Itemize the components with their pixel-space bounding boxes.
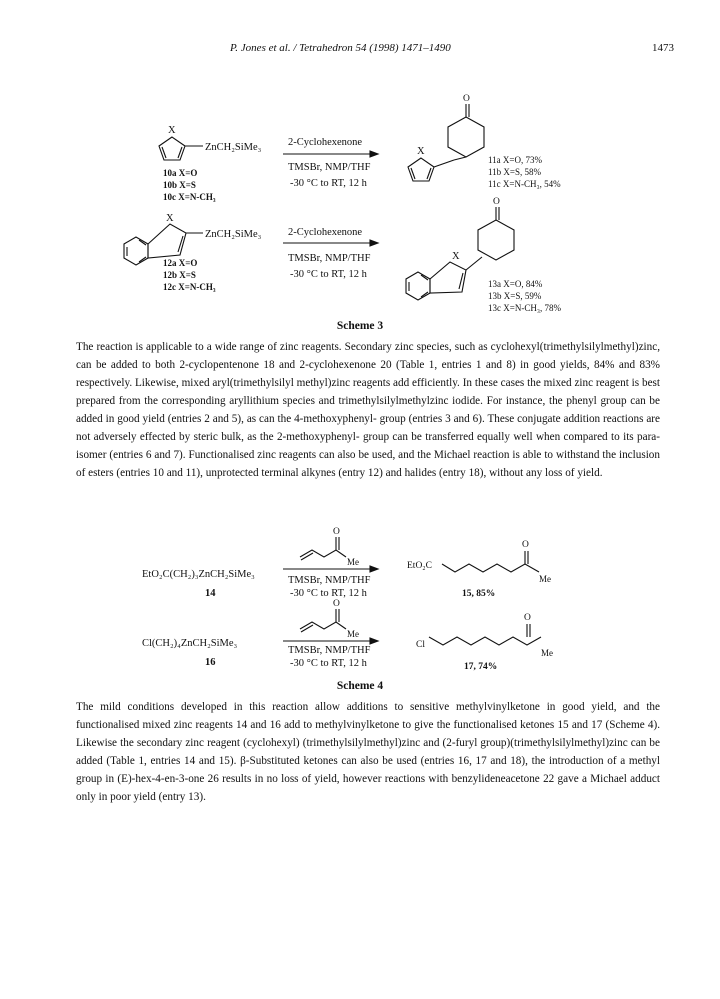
scheme-3-caption: Scheme 3 [336, 320, 384, 332]
product-label: 11a X=O, 73% [488, 155, 542, 165]
page-number: 1473 [652, 42, 674, 54]
scheme-4-caption: Scheme 4 [336, 680, 384, 692]
product-label: 13a X=O, 84% [488, 279, 543, 289]
ring-atom-label: X [168, 125, 176, 136]
prod-ring-2 [430, 262, 466, 293]
oxygen-label: O [522, 540, 529, 550]
conditions-label: -30 °C to RT, 12 h [290, 269, 367, 280]
product-label: 17, 74% [464, 662, 498, 672]
reagent-label: EtO₂C(CH₂)₃ZnCH₂SiMe₃ [142, 569, 255, 580]
ring-atom-label: X [166, 213, 174, 224]
methyl-label: Me [347, 629, 359, 639]
oxygen-label: O [333, 527, 340, 537]
sm-ring-2 [148, 224, 186, 258]
scheme-3 [0, 0, 720, 340]
compound-label: 14 [205, 588, 216, 599]
scheme-4 [0, 510, 720, 700]
product-label: 11c X=N-CH₃, 54% [488, 179, 561, 189]
ring-atom-label: X [452, 251, 460, 262]
conditions-label: -30 °C to RT, 12 h [290, 658, 367, 669]
compound-label: 12c X=N-CH₃ [163, 282, 216, 292]
product-chain-15 [442, 564, 539, 572]
product-label: 15, 85% [462, 589, 496, 599]
group-label: EtO₂C [407, 561, 432, 571]
paragraph-1: The reaction is applicable to a wide range of zinc reagents. Secondary zinc species, such as cyclohexyl(trimethylsilylmethyl)zinc, can be added to both 2-cyclopentenone 18 and 2-cyclohexenone 20 (Table 1, entries 1 and 8) in good yields, 84% and 83% respectively. Likewise, mixed aryl(trimethylsilyl methyl)zinc reagents add efficiently. In these cases the mixed zinc reagent is best prepared from the corresponding aryllithium species and trimethylsilylmethylzinc iodide. For instance, the phenyl group can be added in good yield (entries 2 and 5), as can the 4-methoxyphenyl- group (entries 3 and 6). These conjugate addition reactions are not adversely effected by steric bulk, as the 2-methoxyphenyl- group can be transferred equally well when compared to its para- isomer (entries 6 and 7). Functionalised zinc reagents can also be used, and the Michael reaction is able to withstand the inclusion of esters (entries 10 and 11), unprotected terminal alkynes (entry 12) and halides (entry 18), without any loss of yield. [76, 341, 660, 479]
conditions-label: TMSBr, NMP/THF [288, 162, 371, 173]
oxygen-label: O [524, 613, 531, 623]
conditions-label: TMSBr, NMP/THF [288, 575, 371, 586]
reagent-label: Cl(CH₂)₄ZnCH₂SiMe₃ [142, 638, 238, 649]
compound-label: 10a X=O [163, 168, 198, 178]
sm-benzo-1 [124, 237, 148, 265]
product-chain-17 [429, 637, 541, 645]
citation: P. Jones et al. / Tetrahedron 54 (1998) 1471–1490 [230, 42, 451, 54]
reagent-label: 2-Cyclohexenone [288, 227, 363, 238]
product-label: 13b X=S, 59% [488, 291, 542, 301]
conditions-label: -30 °C to RT, 12 h [290, 178, 367, 189]
compound-label: 10c X=N-CH₃ [163, 192, 216, 202]
compound-label: 12b X=S [163, 270, 196, 280]
prod-cyclohexanone-1 [448, 117, 484, 157]
compound-label: 12a X=O [163, 258, 198, 268]
methyl-label: Me [541, 648, 553, 658]
product-label: 11b X=S, 58% [488, 167, 541, 177]
oxygen-label: O [493, 197, 500, 207]
methyl-label: Me [347, 557, 359, 567]
product-label: 13c X=N-CH₃, 78% [488, 303, 561, 313]
oxygen-label: O [463, 94, 470, 104]
compound-label: 10b X=S [163, 180, 196, 190]
compound-label: 16 [205, 657, 216, 668]
group-label: Cl [416, 640, 425, 650]
conditions-label: TMSBr, NMP/THF [288, 253, 371, 264]
reagent-label: 2-Cyclohexenone [288, 137, 363, 148]
ring-atom-label: X [417, 146, 425, 157]
methyl-label: Me [539, 574, 551, 584]
conditions-label: -30 °C to RT, 12 h [290, 588, 367, 599]
prod-cyclohexanone-2 [478, 220, 514, 260]
oxygen-label: O [333, 599, 340, 609]
sm-substituent: ZnCH₂SiMe₃ [205, 142, 262, 153]
conditions-label: TMSBr, NMP/THF [288, 645, 371, 656]
sm-substituent: ZnCH₂SiMe₃ [205, 229, 262, 240]
prod-benzo-1 [406, 272, 430, 300]
paragraph-2: The mild conditions developed in this reaction allow additions to sensitive methylvinylketone in good yield, and the functionalised mixed zinc reagents 14 and 16 add to methylvinylketone to give the functionalised ketones 15 and 17 (Scheme 4). Likewise the secondary zinc reagent (cyclohexyl) (trimethylsilylmethyl)zinc and (2-furyl group)(trimethylsilylmethyl)zinc can be added (Table 1, entries 14 and 15). β-Substituted ketones can also be used (entries 16, 17 and 18), the introduction of a methyl group in (E)-hex-4-en-3-one 26 results in no loss of yield, however reactions with benzylideneacetone 22 gave a Michael adduct only in poor yield (entry 13). [76, 701, 660, 803]
